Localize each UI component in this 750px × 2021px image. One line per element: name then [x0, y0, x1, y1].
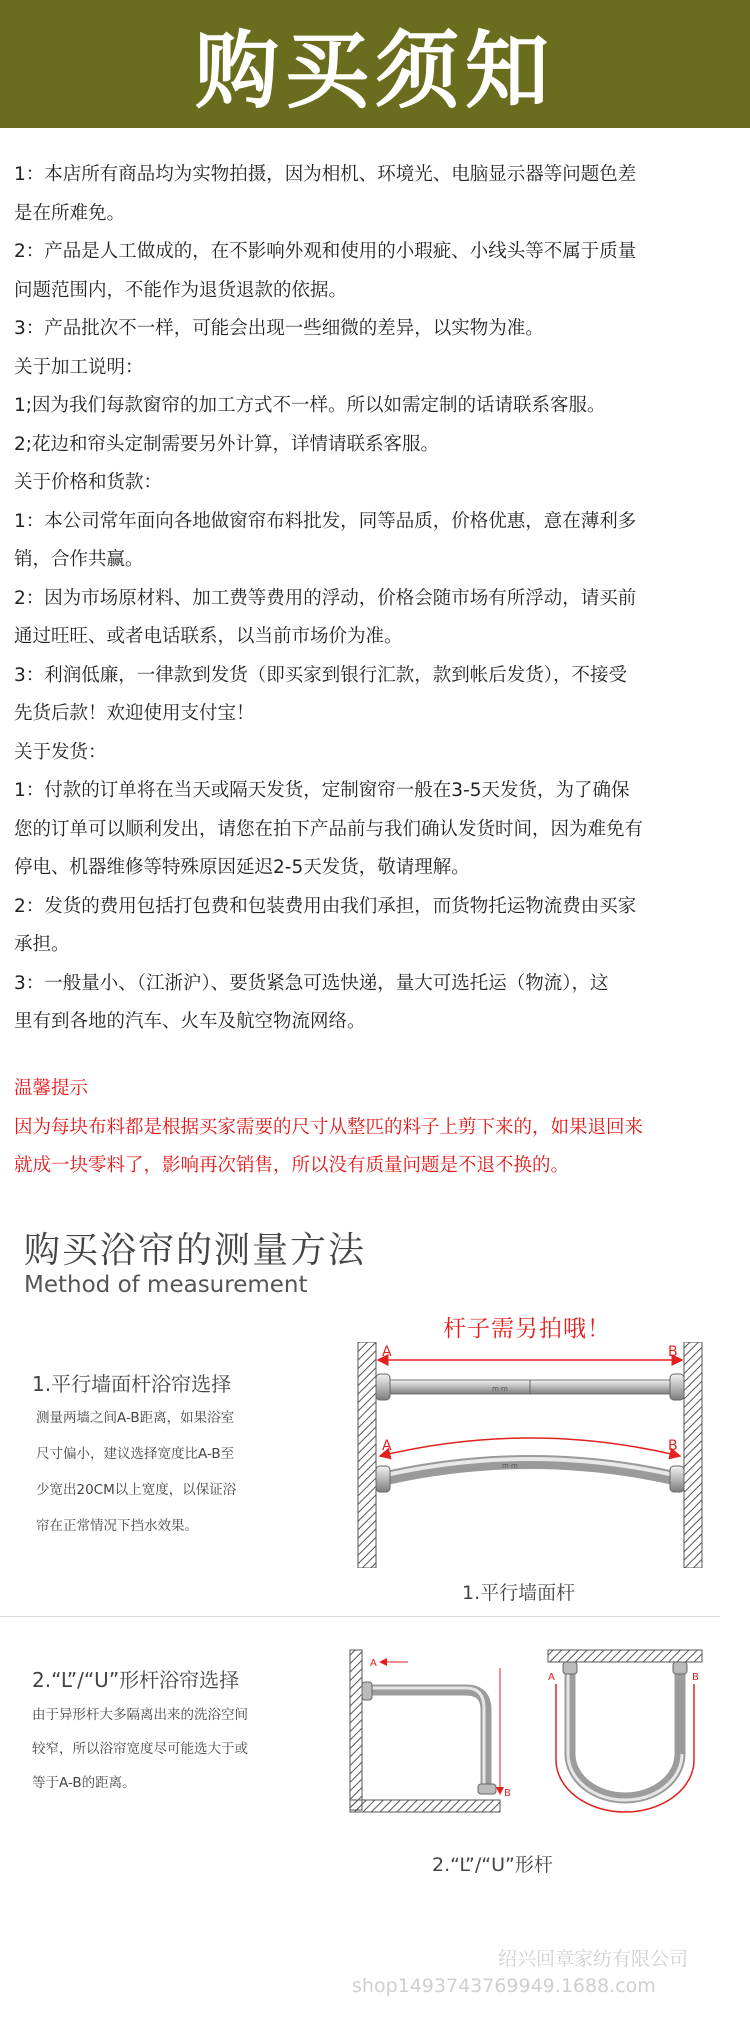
option1-desc-line: 测量两墙之间A-B距离，如果浴室: [36, 1410, 235, 1426]
rod-mark: m·m: [492, 1385, 508, 1393]
warm-tip-line: 因为每块布料都是根据买家需要的尺寸从整匹的料子上剪下来的，如果退回来: [14, 1116, 644, 1138]
rod-end: [563, 1662, 577, 1674]
rod-end-right: [670, 1466, 684, 1492]
rod-end: [673, 1662, 687, 1674]
page-title: 购买须知: [194, 21, 555, 120]
left-wall: [358, 1342, 376, 1568]
u-rod-diagram: [546, 1648, 706, 1818]
option1-desc-line: 尺寸偏小，建议选择宽度比A-B至: [36, 1446, 235, 1462]
parallel-rod-diagram: [350, 1342, 710, 1568]
option2-desc-line: 等于A-B的距离。: [32, 1775, 136, 1791]
curved-rod: [386, 1462, 674, 1478]
notice-line: 先货后款！欢迎使用支付宝！: [14, 703, 255, 724]
option2-desc-line: 较窄，所以浴帘宽度尽可能选大于或: [32, 1741, 248, 1757]
notice-line: 停电、机器维修等特殊原因延迟2-5天发货，敬请理解。: [14, 857, 470, 878]
watermark-company: 绍兴回章家纺有限公司: [498, 1948, 689, 1970]
notice-line: 关于加工说明：: [14, 356, 144, 378]
header-banner: [0, 0, 750, 128]
notice-line: 2：产品是人工做成的，在不影响外观和使用的小瑕疵、小线头等不属于质量: [14, 241, 637, 262]
notice-line: 承担。: [14, 934, 70, 955]
right-wall: [684, 1342, 702, 1568]
measure-title: 购买浴帘的测量方法: [24, 1230, 367, 1271]
option2-caption: 2.“L”/“U”形杆: [432, 1854, 553, 1876]
divider: [0, 1616, 720, 1617]
notice-line: 1;因为我们每款窗帘的加工方式不一样。所以如需定制的话请联系客服。: [14, 395, 606, 416]
notice-line: 1：本公司常年面向各地做窗帘布料批发，同等品质，价格优惠，意在薄利多: [14, 510, 637, 532]
notice-line: 3：产品批次不一样，可能会出现一些细微的差异，以实物为准。: [14, 318, 544, 339]
notice-line: 1：本店所有商品均为实物拍摄，因为相机、环境光、电脑显示器等问题色差: [14, 164, 637, 185]
measure-subtitle: Method of measurement: [24, 1272, 308, 1298]
label-b: B: [668, 1344, 678, 1360]
rod-end-left: [376, 1466, 390, 1492]
notice-section: [14, 156, 740, 1042]
notice-line: 里有到各地的汽车、火车及航空物流网络。: [14, 1011, 366, 1032]
notice-line: 通过旺旺、或者电话联系，以当前市场价为准。: [14, 626, 403, 647]
option2-desc: [32, 1698, 292, 1800]
notice-line: 您的订单可以顺利发出，请您在拍下产品前与我们确认发货时间，因为难免有: [14, 818, 644, 840]
warm-tip-line: 就成一块零料了，影响再次销售，所以没有质量问题是不退不换的。: [14, 1155, 570, 1176]
option1-desc-line: 帘在正常情况下挡水效果。: [36, 1518, 198, 1534]
option2-desc-line: 由于异形杆大多隔离出来的洗浴空间: [32, 1707, 248, 1723]
notice-line: 是在所难免。: [14, 202, 126, 224]
label-a: A: [370, 1658, 377, 1669]
label-b: B: [668, 1438, 678, 1454]
rod-end-right: [670, 1374, 684, 1400]
l-rod: [366, 1690, 486, 1792]
notice-line: 1：付款的订单将在当天或隔天发货，定制窗帘一般在3-5天发货，为了确保: [14, 780, 630, 801]
notice-line: 3：一般量小、（江浙沪）、要货紧急可选快递，量大可选托运（物流），这: [14, 972, 609, 994]
notice-line: 销，合作共赢。: [14, 549, 144, 570]
notice-line: 关于价格和货款：: [14, 472, 163, 493]
l-rod-diagram: [348, 1648, 528, 1818]
measure-line-curved: [380, 1438, 680, 1456]
notice-line: 3：利润低廉，一律款到发货（即买家到银行汇款，款到帐后发货），不接受: [14, 664, 628, 686]
warm-tip-section: [14, 1070, 740, 1186]
rod-end: [478, 1784, 496, 1794]
floor-wall: [350, 1800, 500, 1812]
left-wall: [350, 1650, 362, 1810]
option2-title: 2.“L”/“U”形杆浴帘选择: [32, 1668, 240, 1692]
label-b: B: [504, 1788, 511, 1799]
notice-line: 关于发货：: [14, 741, 107, 763]
watermark-shop: shop1493743769949.1688.com: [352, 1975, 656, 1997]
notice-line: 问题范围内，不能作为退货退款的依据。: [14, 279, 348, 301]
option1-desc-line: 少宽出20CM以上宽度，以保证浴: [36, 1482, 237, 1498]
u-rod: [570, 1672, 680, 1798]
label-a: A: [382, 1438, 392, 1454]
option1-title: 1.平行墙面杆浴帘选择: [32, 1372, 232, 1396]
rod-note: 杆子需另拍哦！: [443, 1316, 611, 1342]
rod-end-left: [376, 1374, 390, 1400]
option1-desc: [36, 1400, 276, 1544]
notice-line: 2：发货的费用包括打包费和包装费用由我们承担，而货物托运物流费由买家: [14, 895, 637, 917]
notice-line: 2：因为市场原材料、加工费等费用的浮动，价格会随市场有所浮动，请买前: [14, 587, 637, 609]
rod-mark: m·m: [502, 1462, 518, 1470]
notice-line: 2;花边和帘头定制需要另外计算，详情请联系客服。: [14, 433, 440, 455]
label-a: A: [382, 1344, 392, 1360]
label-b: B: [692, 1672, 699, 1683]
option1-caption: 1.平行墙面杆: [462, 1582, 576, 1604]
label-a: A: [548, 1672, 555, 1683]
top-wall: [548, 1650, 702, 1662]
warm-tip-title: 温馨提示: [14, 1078, 89, 1099]
rod-end: [362, 1682, 372, 1700]
